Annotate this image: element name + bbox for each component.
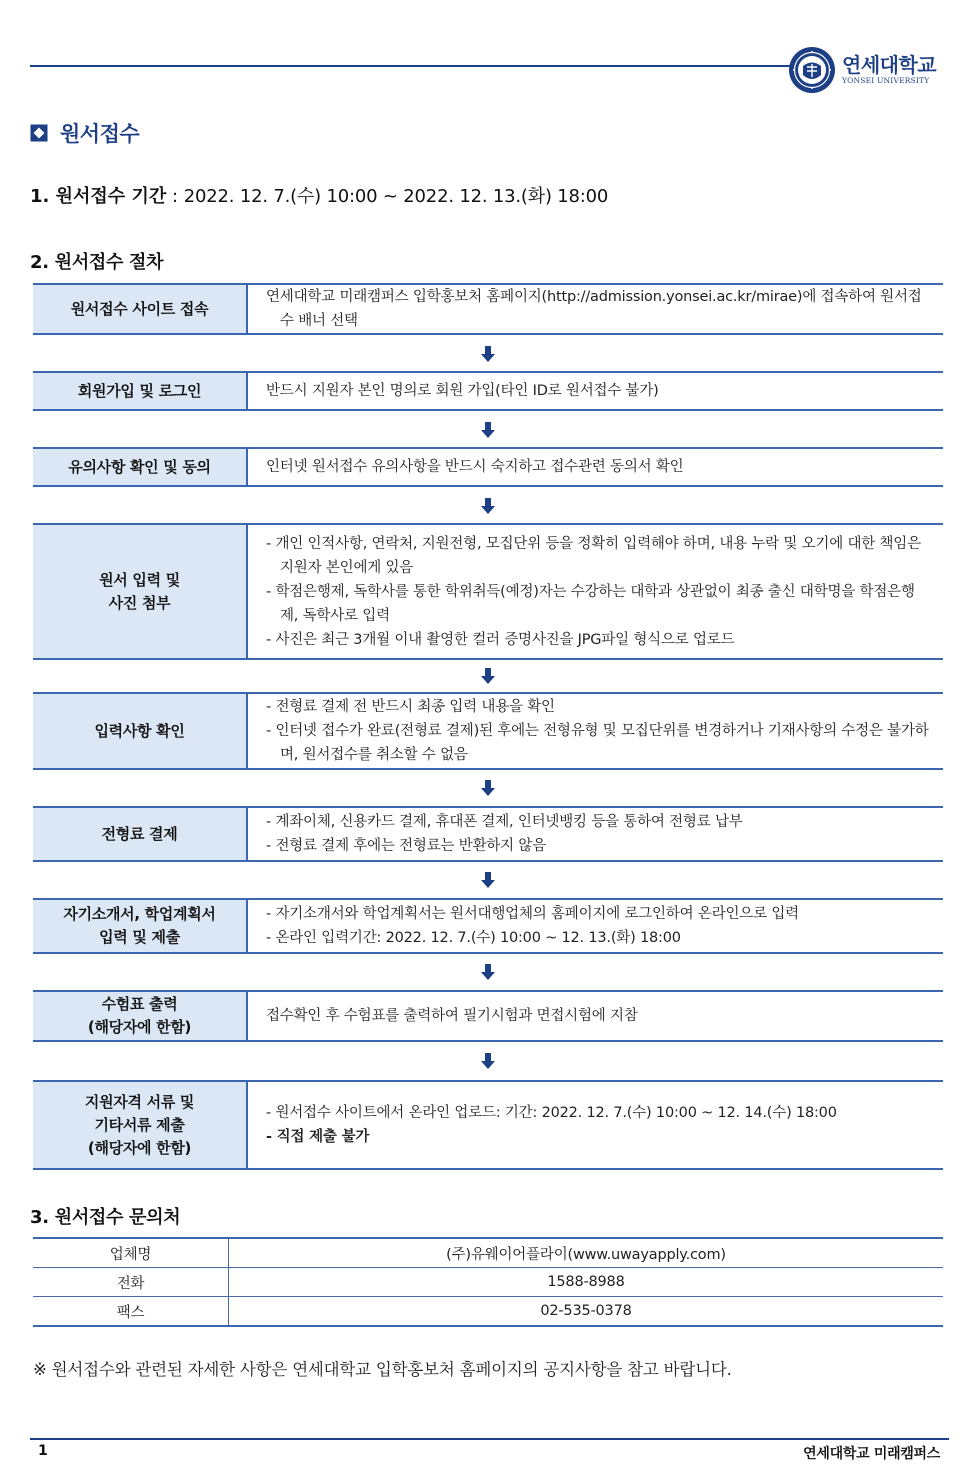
procedure-step: [33, 692, 943, 770]
step-description-line: 반드시 지원자 본인 명의로 회원 가입(타인 ID로 원서접수 불가): [266, 383, 659, 399]
step-description-line: - 학점은행제, 독학사를 통한 학위취득(예정)자는 수강하는 대학과 상관없이 최종 출신 대학명을 학점은행제, 독학사로 입력: [266, 583, 915, 624]
down-arrow-icon: [481, 1053, 495, 1069]
step-label-line: 지원자격 서류 및: [84, 1092, 195, 1111]
university-logo: [788, 44, 948, 96]
step-description-line: - 계좌이체, 신용카드 결제, 휴대폰 결제, 인터넷뱅킹 등을 통하여 전형료 납부: [266, 814, 743, 830]
down-arrow-icon: [481, 780, 495, 796]
step-description-line: - 직접 제출 불가: [266, 1129, 370, 1145]
procedure-step: [33, 371, 943, 411]
down-arrow-icon: [481, 872, 495, 888]
step-description: [248, 285, 943, 333]
step-label: [33, 285, 248, 333]
step-label: [33, 808, 248, 860]
step-description: [248, 449, 943, 485]
procedure-step: [33, 806, 943, 862]
procedure-step: [33, 523, 943, 660]
section-title: [30, 118, 139, 148]
step-label-line: 수험표 출력: [101, 995, 178, 1013]
contact-value: 02-535-0378: [229, 1297, 944, 1327]
step-description-line: - 인터넷 접수가 완료(전형료 결제)된 후에는 전형유형 및 모집단위를 변경하거나 기재사항의 수정은 불가하며, 원서접수를 취소할 수 없음: [266, 723, 929, 763]
step-description-line: - 자기소개서와 학업계획서는 원서대행업체의 홈페이지에 로그인하여 온라인으로 입력: [266, 906, 799, 922]
step-label: [33, 1082, 248, 1168]
footer-campus: 연세대학교 미래캠퍼스: [803, 1446, 940, 1462]
step-description-line: - 사진은 최근 3개월 이내 촬영한 컬러 증명사진을 JPG파일 형식으로 업로드: [266, 631, 735, 648]
step-description-line: 접수확인 후 수험표를 출력하여 필기시험과 면접시험에 지참: [266, 1008, 638, 1024]
contact-key: 업체명: [33, 1238, 229, 1268]
step-label-line: 원서접수 사이트 접속: [70, 299, 209, 318]
procedure-step: [33, 1080, 943, 1170]
step-description-line: - 원서접수 사이트에서 온라인 업로드: 기간: 2022. 12. 7.(수) 10:00 ~ 12. 14.(수) 18:00: [266, 1105, 837, 1121]
step-description: [248, 900, 943, 952]
step-description: [248, 525, 943, 658]
footer-rule: [30, 1438, 949, 1440]
step-description-line: - 전형료 결제 전 반드시 최종 입력 내용을 확인: [266, 699, 555, 715]
procedure-heading: 2. 원서접수 절차: [30, 252, 164, 273]
procedure-step: [33, 447, 943, 487]
contact-key: 팩스: [33, 1297, 229, 1327]
step-label: [33, 449, 248, 485]
procedure-step: [33, 990, 943, 1042]
logo-english: YONSEI UNIVERSITY: [842, 76, 930, 85]
notice-text: ※ 원서접수와 관련된 자세한 사항은 연세대학교 입학홍보처 홈페이지의 공지사항을 참고 바랍니다.: [33, 1360, 732, 1379]
step-label: [33, 373, 248, 409]
down-arrow-icon: [481, 346, 495, 362]
contact-value: 1588-8988: [229, 1268, 944, 1297]
step-description: [248, 1082, 943, 1168]
down-arrow-icon: [481, 422, 495, 438]
period-colon: :: [171, 186, 179, 207]
step-description: [248, 808, 943, 860]
step-label-line: 기타서류 제출: [94, 1115, 185, 1134]
step-description: [248, 373, 943, 409]
step-label-line: 원서 입력 및: [99, 570, 180, 589]
down-arrow-icon: [481, 964, 495, 980]
step-description: [248, 992, 943, 1040]
table-row: [33, 1238, 943, 1268]
step-label: [33, 900, 248, 952]
procedure-step: [33, 898, 943, 954]
procedure-step: [33, 283, 943, 335]
diamond-box-icon: [30, 124, 48, 142]
step-description-line: - 온라인 입력기간: 2022. 12. 7.(수) 10:00 ~ 12. 13.(화) 18:00: [266, 930, 681, 946]
step-label-line: 유의사항 확인 및 동의: [68, 457, 211, 476]
application-period: [30, 182, 608, 208]
step-label-line: (해당자에 한함): [87, 1018, 192, 1036]
contact-heading: 3. 원서접수 문의처: [30, 1207, 181, 1228]
step-label: [33, 694, 248, 768]
step-description-line: - 개인 인적사항, 연락처, 지원전형, 모집단위 등을 정확히 입력해야 하며, 내용 누락 및 오기에 대한 책임은 지원자 본인에게 있음: [266, 535, 921, 576]
header-rule: [30, 65, 790, 67]
step-description: [248, 694, 943, 768]
table-row: [33, 1268, 943, 1297]
logo-name: 연세대학교: [842, 53, 937, 77]
contact-table: [33, 1237, 943, 1327]
down-arrow-icon: [481, 668, 495, 684]
step-label-line: 입력 및 제출: [99, 928, 180, 946]
page-number: 1: [38, 1443, 48, 1459]
step-description-line: - 전형료 결제 후에는 전형료는 반환하지 않음: [266, 838, 547, 854]
step-label: [33, 525, 248, 658]
step-label-line: (해당자에 한함): [87, 1138, 192, 1157]
step-label-line: 전형료 결제: [101, 824, 178, 843]
period-value: 2022. 12. 7.(수) 10:00 ~ 2022. 12. 13.(화) 18:00: [183, 186, 609, 207]
step-label-line: 사진 첨부: [108, 593, 171, 612]
down-arrow-icon: [481, 498, 495, 514]
table-row: [33, 1297, 943, 1327]
step-label: [33, 992, 248, 1040]
contact-key: 전화: [33, 1268, 229, 1297]
section-title-text: 원서접수: [60, 122, 140, 146]
step-description-line: 연세대학교 미래캠퍼스 입학홍보처 홈페이지(http://admission.yonsei.ac.kr/mirae)에 접속하여 원서접수 배너 선택: [266, 289, 922, 329]
period-label: 1. 원서접수 기간: [30, 186, 167, 207]
step-description-line: 인터넷 원서접수 유의사항을 반드시 숙지하고 접수관련 동의서 확인: [266, 459, 684, 475]
step-label-line: 회원가입 및 로그인: [77, 381, 202, 400]
step-label-line: 자기소개서, 학업계획서: [63, 905, 216, 923]
contact-value: (주)유웨이어플라이(www.uwayapply.com): [229, 1238, 944, 1268]
yonsei-seal-icon: [788, 46, 836, 94]
step-label-line: 입력사항 확인: [94, 721, 185, 740]
